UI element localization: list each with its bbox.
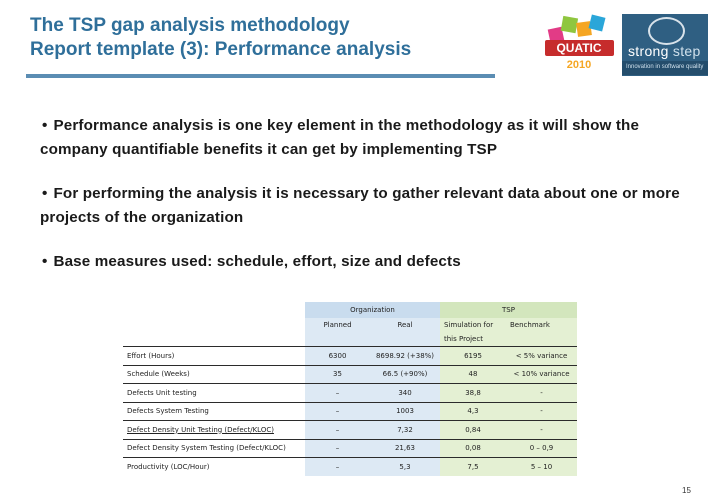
cell-simulation: 6195 <box>440 347 506 366</box>
cell-planned: 35 <box>305 365 370 384</box>
performance-table <box>123 302 577 476</box>
column-header-benchmark: Benchmark <box>506 318 577 332</box>
cell-benchmark: - <box>506 421 577 440</box>
cell-planned: – <box>305 402 370 421</box>
title-line-2: Report template (3): Performance analysis <box>30 39 412 60</box>
column-header-simulation: Simulation for <box>440 318 506 332</box>
quatic-logo-text: QUATIC <box>556 41 602 55</box>
row-label: Schedule (Weeks) <box>123 365 305 384</box>
cell-real: 1003 <box>370 402 440 421</box>
cell-benchmark: - <box>506 402 577 421</box>
cell-real: 5,3 <box>370 458 440 476</box>
cell-simulation: 0,84 <box>440 421 506 440</box>
group-header-organization: Organization <box>305 302 440 318</box>
bullet-text: For performing the analysis it is necessary to gather relevant data about one or more projects of the organization <box>40 185 680 226</box>
strongstep-logo-wordmark: strong step <box>628 43 701 59</box>
quatic-logo-year: 2010 <box>566 59 592 71</box>
page-number: 15 <box>682 486 691 495</box>
table-column-header-row <box>123 318 577 332</box>
cell-planned: – <box>305 439 370 458</box>
table-corner-cell <box>123 318 305 332</box>
bullet-item <box>40 250 710 274</box>
table-row <box>123 365 577 384</box>
cell-planned: – <box>305 458 370 476</box>
cell-real: 21,63 <box>370 439 440 458</box>
cell-benchmark: - <box>506 384 577 403</box>
header-rule <box>26 74 495 78</box>
row-label: Defects Unit testing <box>123 384 305 403</box>
cell-planned: – <box>305 421 370 440</box>
cell-benchmark: 5 – 10 <box>506 458 577 476</box>
table-row <box>123 384 577 403</box>
bullet-item <box>40 182 710 230</box>
bullet-text: Performance analysis is one key element in the methodology as it will show the company quantifiable benefits it can get by implementing TSP <box>40 117 640 158</box>
cell-simulation: 7,5 <box>440 458 506 476</box>
bullet-list <box>40 114 710 294</box>
table-group-header-row <box>123 302 577 318</box>
cell-real: 8698.92 (+38%) <box>370 347 440 366</box>
cell-real: 340 <box>370 384 440 403</box>
cell-planned: – <box>305 384 370 403</box>
table-column-header-row-2 <box>123 332 577 347</box>
table-corner-cell <box>123 302 305 318</box>
row-label: Defect Density System Testing (Defect/KLOC) <box>123 439 305 458</box>
column-header-planned: Planned <box>305 318 370 332</box>
cell-simulation: 48 <box>440 365 506 384</box>
strongstep-logo <box>622 14 708 76</box>
bullet-text: Base measures used: schedule, effort, size and defects <box>53 253 461 270</box>
cell-simulation: 0,08 <box>440 439 506 458</box>
row-label: Defect Density Unit Testing (Defect/KLOC) <box>123 421 305 440</box>
bullet-marker: • <box>42 253 48 270</box>
cell-benchmark: < 10% variance <box>506 365 577 384</box>
strongstep-logo-tagline: Innovation in software quality <box>626 64 704 70</box>
table-row <box>123 347 577 366</box>
slide-title <box>30 14 411 62</box>
cell-real: 66.5 (+90%) <box>370 365 440 384</box>
cell-planned: 6300 <box>305 347 370 366</box>
column-header-simulation-line2: this Project <box>440 332 506 347</box>
column-header-real-cont <box>370 332 440 347</box>
cell-simulation: 38,8 <box>440 384 506 403</box>
bullet-marker: • <box>42 117 48 134</box>
row-label: Effort (Hours) <box>123 347 305 366</box>
row-label: Productivity (LOC/Hour) <box>123 458 305 476</box>
cell-benchmark: < 5% variance <box>506 347 577 366</box>
bullet-item <box>40 114 710 162</box>
quatic-logo <box>543 14 616 74</box>
table-row <box>123 439 577 458</box>
column-header-planned-cont <box>305 332 370 347</box>
group-header-tsp: TSP <box>440 302 577 318</box>
cell-real: 7,32 <box>370 421 440 440</box>
title-line-1: The TSP gap analysis methodology <box>30 15 350 36</box>
table-row <box>123 402 577 421</box>
table-row <box>123 458 577 476</box>
column-header-real: Real <box>370 318 440 332</box>
strongstep-logo-circle-icon <box>648 17 685 45</box>
cell-benchmark: 0 – 0,9 <box>506 439 577 458</box>
bullet-marker: • <box>42 185 48 202</box>
column-header-benchmark-cont <box>506 332 577 347</box>
row-label: Defects System Testing <box>123 402 305 421</box>
table-corner-cell <box>123 332 305 347</box>
cell-simulation: 4,3 <box>440 402 506 421</box>
table-row <box>123 421 577 440</box>
